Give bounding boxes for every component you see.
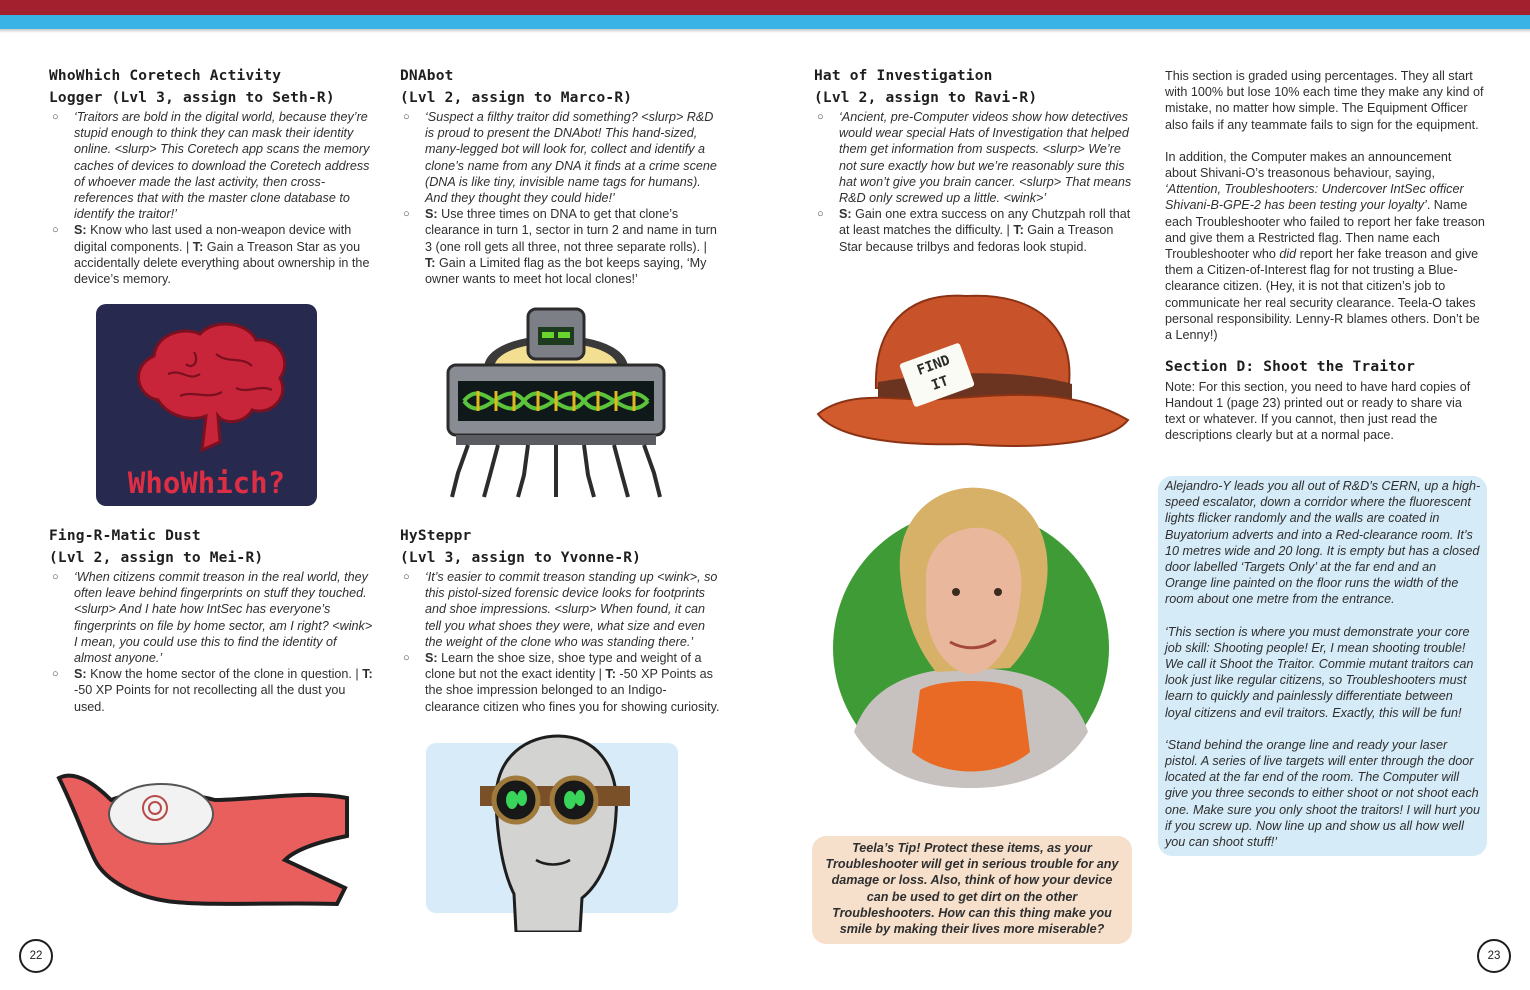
- teelas-tip-box: [812, 836, 1132, 944]
- read-aloud-paragraph: ‘Stand behind the orange line and ready your laser pistol. A series of live targets will enter through the door located at the far end of the room. The Computer will give you three seconds to either shoot or not shoot each one. Make sure you only shoot the traitors! I will hurt you if you screw up. Now line up and show us all how well you can shoot stuff!’: [1165, 737, 1480, 850]
- bullet-icon: ○: [52, 224, 59, 237]
- list-item: [400, 109, 720, 206]
- item-quote: ‘It’s easier to commit treason standing up <wink>, so this pistol-sized forensic device looks for footprints and shoe impressions. <slurp> When found, it can tell you what shoes they were, what size and even the weight of the clone who was standing there.’: [425, 570, 718, 649]
- trouble-label: T:: [605, 667, 616, 682]
- item-quote: ‘When citizens commit treason in the real world, they often leave behind fingerprints on stuff they touched. <slurp> And I hate how IntSec has everyone’s fingerprints on file by home sector, am I right? <wink> I mean, you could use this to find the identity of almost anyone.’: [74, 570, 373, 666]
- section-title: Section D: Shoot the Traitor: [1165, 359, 1416, 376]
- success-text: Learn the shoe size, shoe type and weight of a clone but not the exact identity |: [425, 651, 702, 682]
- list-item: [49, 569, 374, 666]
- detective-hat-illustration: [816, 288, 1134, 460]
- trouble-text: Gain a Treason Star as you accidentally delete everything about ownership in the device’s memory.: [74, 239, 370, 287]
- announcement-text: In addition, the Computer makes an announcement about Shivani-O’s treasonous behaviour, saying,: [1165, 149, 1452, 181]
- item-quote: ‘Suspect a filthy traitor did something? <slurp> R&D is proud to present the DNAbot! This hand-sized, many-legged bot will look for, collect and identify a clone’s name from any DNA it finds at a crime scene (DNA is like tiny, invisible name tags for humans). And they thought they could hide!’: [425, 110, 717, 206]
- page-number-left: 22: [19, 939, 53, 973]
- item-quote: ‘Ancient, pre-Computer videos show how detectives would wear special Hats of Investigation that helped them get information from suspects. <slurp> We’re not sure exactly how but we’re reasonably sure this hat won’t give you brain cancer. <slurp> That means R&D only screwed up a little. <wink>’: [839, 110, 1132, 206]
- read-aloud-paragraph: Alejandro-Y leads you all out of R&D’s CERN, up a high-speed escalator, down a corridor where the fluorescent lights flicker randomly and the walls are coated in Buyatorium adverts and into a Red-clearance room. It’s 10 metres wide and 20 long. It is empty but has a closed door labelled ‘Targets Only’ at the far end and an Orange line painted on the floor runs the width of the room about one metre from the entrance.: [1165, 479, 1481, 607]
- top-blue-band: [0, 15, 1530, 29]
- whowhich-logo: [96, 304, 317, 506]
- announcement-emphasis: did: [1279, 247, 1297, 262]
- bullet-icon: ○: [52, 668, 59, 681]
- item-title: WhoWhich Coretech Activity: [49, 68, 282, 84]
- announcement-quote: ‘Attention, Troubleshooters: Undercover IntSec officer Shivani-B-GPE-2 has been testing your loyalty’: [1165, 182, 1464, 213]
- item-dnabot: [400, 66, 720, 287]
- card-text: FIND: [915, 352, 953, 379]
- list-item: [400, 206, 720, 287]
- bullet-icon: ○: [403, 652, 410, 665]
- list-item: [49, 666, 374, 715]
- item-subtitle: (Lvl 3, assign to Yvonne-R): [400, 549, 642, 566]
- item-subtitle: (Lvl 2, assign to Ravi-R): [814, 89, 1038, 106]
- trouble-label: T:: [1013, 223, 1024, 238]
- announcement-text: report her fake treason and give them a Citizen-of-Interest flag for not trusting a Blue-clearance citizen. (Hey, it is not that citizen’s job to communicate her real security clearance. Teela-O takes personal responsibility. Lenny-R blames others. Don’t be a Lenny!): [1165, 247, 1480, 343]
- success-label: S:: [839, 207, 852, 222]
- bullet-icon: ○: [817, 208, 824, 221]
- item-title: HySteppr: [400, 528, 472, 544]
- whowhich-logo-text: WhoWhich?: [127, 466, 286, 500]
- list-item: [814, 206, 1134, 255]
- page-number-right: 23: [1477, 939, 1511, 973]
- goggles-head-illustration: [470, 734, 636, 932]
- bullet-icon: ○: [52, 111, 59, 123]
- success-text: Gain one extra success on any Chutzpah roll that at least matches the difficulty. |: [839, 207, 1131, 238]
- hand-with-dust-illustration: [55, 770, 355, 920]
- bullet-icon: ○: [817, 111, 824, 123]
- announcement-paragraph: [1165, 149, 1485, 343]
- success-label: S:: [74, 667, 87, 682]
- announcement-text: . Name each Troubleshooter who failed to report her fake treason and give them a Restricted flag. Then name each Troubleshooter who: [1165, 198, 1485, 262]
- band-shadow: [0, 29, 1530, 33]
- grading-paragraph: This section is graded using percentages. They all start with 100% but lose 10% each time they make any kind of mistake, no matter how simple. The Equipment Officer also fails if any teammate fails to sign for the equipment.: [1165, 69, 1484, 132]
- section-note: Note: For this section, you need to have hard copies of Handout 1 (page 23) printed out or ready to share via text or whatever. If you cannot, then just read the descriptions clearly but at a normal pace.: [1165, 379, 1471, 443]
- read-aloud-box: [1158, 476, 1487, 856]
- item-quote: ‘Traitors are bold in the digital world, because they’re stupid enough to think they can mask their identity online. <slurp> This Coretech app scans the memory caches of devices to download the Coretech address of whoever made the last activity, then cross-references that with the master clone database to identify the traitor!’: [74, 110, 370, 222]
- trouble-label: T:: [425, 255, 436, 270]
- trouble-label: T:: [362, 667, 373, 682]
- item-title: Hat of Investigation: [814, 68, 993, 84]
- top-red-band: [0, 0, 1530, 15]
- item-fingrmatic: [49, 526, 374, 715]
- success-label: S:: [425, 207, 438, 222]
- trouble-text: Gain a Limited flag as the bot keeps saying, ‘My owner wants to meet hot local clones!’: [425, 255, 707, 287]
- right-column: [1165, 68, 1485, 444]
- success-label: S:: [74, 223, 87, 238]
- read-aloud-paragraph: ‘This section is where you must demonstrate your core job skill: Shooting people! Er, I mean shooting trouble! We call it Shoot the Traitor. Commie mutant traitors can look just like regular citizens, so Troubleshooters must learn to quickly and painlessly differentiate between loyal citizens and evil traitors. Exactly, this will be fun!: [1165, 624, 1474, 720]
- success-text: Know the home sector of the clone in question. |: [86, 667, 363, 682]
- teela-portrait: [830, 482, 1112, 792]
- item-whowhich: [49, 66, 374, 287]
- success-label: S:: [425, 651, 438, 666]
- bullet-icon: ○: [52, 571, 59, 583]
- trouble-text: -50 XP Points as the shoe impression belonged to an Indigo-clearance citizen who fines you for showing curiosity.: [425, 667, 720, 714]
- tip-text: Teela’s Tip! Protect these items, as your Troubleshooter will get in serious trouble for any damage or loss. Also, think of how your device can be used to get dirt on the other Troubleshooters. How can this thing make you smile by making their lives more miserable?: [825, 841, 1119, 937]
- item-hysteppr: [400, 526, 720, 715]
- success-text: Use three times on DNA to get that clone’s clearance in turn 1, sector in turn 2 and name in turn 3 (one roll gets all three, not three separate rolls). |: [425, 207, 717, 254]
- bullet-icon: ○: [403, 111, 410, 123]
- trouble-text: -50 XP Points for not recollecting all the dust you used.: [74, 683, 346, 714]
- list-item: [49, 109, 374, 222]
- bullet-icon: ○: [403, 208, 410, 221]
- item-title: DNAbot: [400, 68, 454, 84]
- trouble-text: Gain a Treason Star because trilbys and fedoras look stupid.: [839, 223, 1114, 254]
- list-item: [49, 222, 374, 287]
- trouble-label: T:: [192, 239, 204, 254]
- dnabot-illustration: [428, 305, 684, 505]
- card-text: IT: [929, 373, 951, 394]
- item-subtitle: (Lvl 2, assign to Mei-R): [49, 549, 264, 566]
- list-item: [814, 109, 1134, 206]
- item-subtitle: (Lvl 2, assign to Marco-R): [400, 89, 633, 106]
- success-text: Know who last used a non-weapon device with digital components. |: [74, 223, 352, 254]
- item-title: Fing-R-Matic Dust: [49, 528, 201, 544]
- list-item: [400, 569, 720, 650]
- item-subtitle: Logger (Lvl 3, assign to Seth-R): [49, 89, 335, 106]
- item-hat: [814, 66, 1134, 255]
- list-item: [400, 650, 720, 715]
- bullet-icon: ○: [403, 571, 410, 583]
